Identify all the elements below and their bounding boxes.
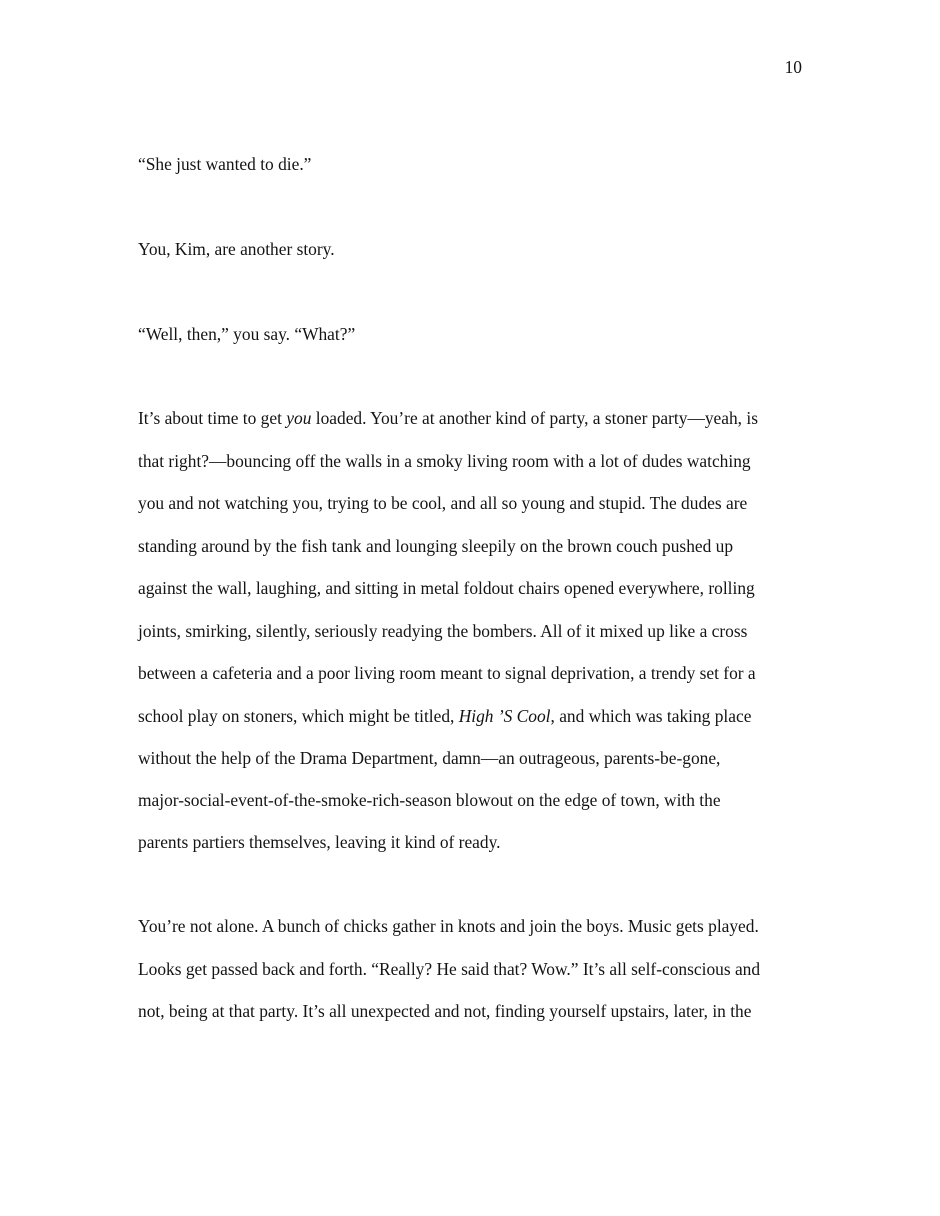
text-segment: joints, smirking, silently, seriously readying the bombers. All of it mixed up like a cross — [138, 621, 748, 641]
text-segment: “Well, then,” you say. “What?” — [138, 324, 356, 344]
text-segment: , and which was taking place — [550, 706, 752, 726]
text-line — [138, 748, 720, 768]
text-segment: school play on stoners, which might be titled, — [138, 706, 459, 726]
text-line — [138, 790, 721, 810]
text-line — [138, 663, 756, 683]
text-segment: between a cafeteria and a poor living room meant to signal deprivation, a trendy set for a — [138, 663, 756, 683]
text-segment: without the help of the Drama Department, damn—an outrageous, parents-be-gone, — [138, 748, 721, 768]
text-segment: standing around by the fish tank and lounging sleepily on the brown couch pushed up — [138, 536, 734, 556]
text-segment: major-social-event-of-the-smoke-rich-season blowout on the edge of town, with the — [138, 790, 721, 810]
text-segment: parents partiers themselves, leaving it kind of ready. — [138, 832, 501, 852]
text-line — [138, 916, 759, 936]
text-segment: You, Kim, are another story. — [138, 239, 335, 259]
text-segment: “She just wanted to die.” — [138, 154, 312, 174]
text-segment: that right?—bouncing off the walls in a smoky living room with a lot of dudes watching — [138, 451, 751, 471]
italic-segment: you — [286, 408, 312, 428]
text-segment: you and not watching you, trying to be cool, and all so young and stupid. The dudes are — [138, 493, 748, 513]
text-segment: You’re not alone. A bunch of chicks gather in knots and join the boys. Music gets played. — [138, 916, 759, 936]
text-line — [138, 1001, 751, 1021]
text-line — [138, 451, 751, 471]
text-line — [138, 493, 747, 513]
page-number: 10 — [784, 57, 802, 77]
text-segment: not, being at that party. It’s all unexpected and not, finding yourself upstairs, later, in the — [138, 1001, 752, 1021]
text-line — [138, 536, 733, 556]
text-segment: loaded. You’re at another kind of party, a stoner party—yeah, is — [311, 408, 758, 428]
text-line — [138, 706, 751, 726]
italic-segment: High ’S Cool — [458, 706, 551, 726]
text-line — [138, 959, 760, 979]
text-line — [138, 154, 311, 174]
text-line — [138, 324, 355, 344]
text-segment: Looks get passed back and forth. “Really? He said that? Wow.” It’s all self-conscious and — [138, 959, 761, 979]
text-line — [138, 621, 747, 641]
text-line — [138, 578, 755, 598]
text-line — [138, 832, 501, 852]
text-segment: against the wall, laughing, and sitting in metal foldout chairs opened everywhere, rolling — [138, 578, 755, 598]
text-segment: It’s about time to get — [138, 408, 287, 428]
text-line — [138, 239, 335, 259]
text-line — [138, 408, 758, 428]
